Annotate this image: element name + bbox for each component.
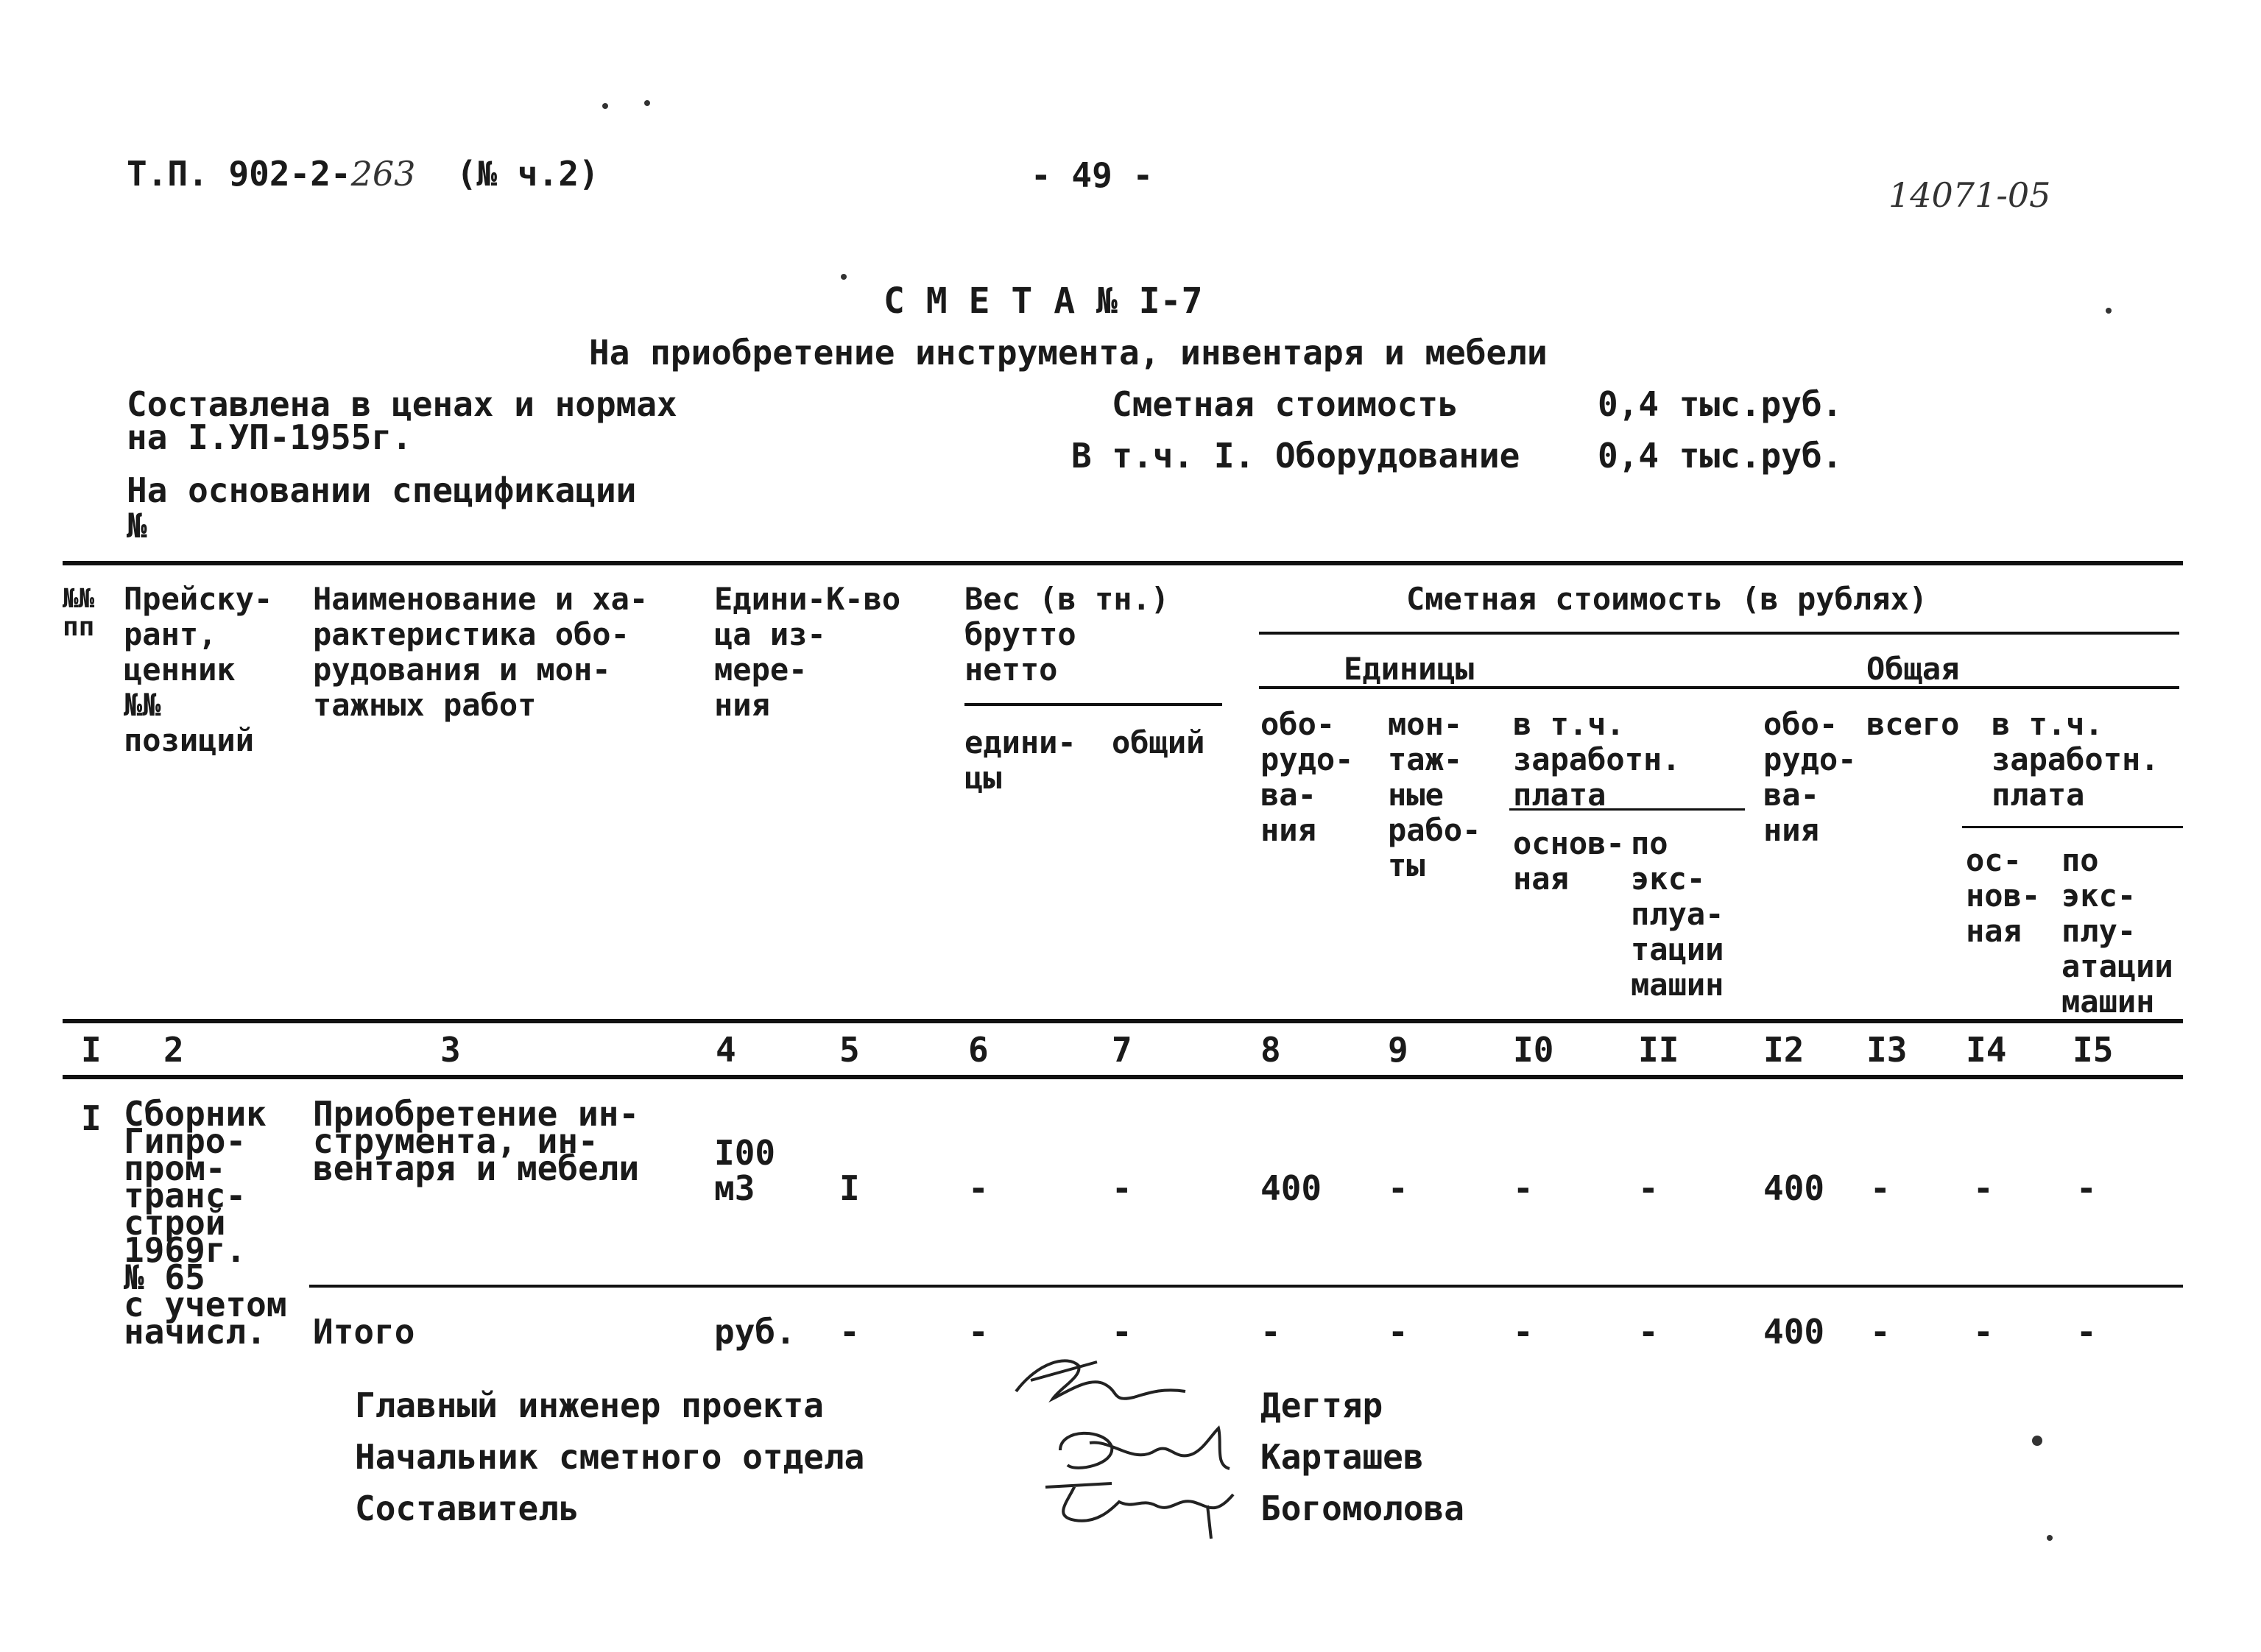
scan-speck: [644, 100, 650, 106]
column-number: I4: [1966, 1030, 2007, 1070]
scan-speck: [2032, 1436, 2042, 1446]
document-title: С М Е Т А № I-7: [883, 280, 1203, 322]
header-weight-total: общий: [1112, 724, 1205, 760]
equipment-label: В т.ч. I. Оборудование: [1071, 436, 1520, 476]
header-total-equipment: обо- рудо- ва- ния: [1763, 706, 1857, 848]
header-unit-group: Единицы: [1344, 651, 1475, 687]
archive-number: 14071-05: [1888, 175, 2051, 215]
signature-role: Составитель: [355, 1489, 579, 1528]
row-weight-unit: -: [968, 1168, 989, 1208]
doc-ref-number: 263: [350, 154, 416, 194]
total-total-wage-machines: -: [2076, 1312, 2097, 1352]
column-number: 9: [1388, 1030, 1408, 1070]
header-wage-basic: основ- ная: [1513, 825, 1625, 897]
prices-line-2: на I.УП-1955г.: [127, 417, 412, 457]
scan-speck: [841, 274, 847, 280]
doc-ref-prefix: Т.П. 902-2-: [127, 154, 351, 194]
header-total-all: всего: [1866, 706, 1960, 742]
header-wage-machines: по экс- плуа- тации машин: [1631, 825, 1724, 1003]
row-total-equipment: 400: [1763, 1168, 1825, 1208]
cost-label: Сметная стоимость: [1112, 384, 1458, 424]
page-number: - 49 -: [1031, 155, 1154, 195]
column-number: II: [1638, 1030, 1679, 1070]
column-numbers-rule: [63, 1075, 2183, 1079]
total-weight-total: -: [1112, 1312, 1132, 1352]
column-number: I3: [1866, 1030, 1908, 1070]
column-number: 6: [968, 1030, 989, 1070]
cost-value: 0,4 тыс.руб.: [1598, 384, 1843, 424]
column-number: 5: [839, 1030, 860, 1070]
table-top-rule: [63, 561, 2183, 565]
total-total-equipment: 400: [1763, 1312, 1825, 1352]
row-weight-total: -: [1112, 1168, 1132, 1208]
header-unit-installation: мон- таж- ные рабо- ты: [1388, 706, 1481, 883]
scan-speck: [602, 103, 608, 109]
total-total-wage-basic: -: [1973, 1312, 1994, 1352]
scan-speck: [2047, 1535, 2053, 1541]
row-total-wage-machines: -: [2076, 1168, 2097, 1208]
cost-group-rule: [1259, 632, 2179, 635]
header-unit-equipment: обо- рудо- ва- ния: [1260, 706, 1354, 848]
total-total-all: -: [1870, 1312, 1891, 1352]
row-total-wage-basic: -: [1973, 1168, 1994, 1208]
prices-line-1: Составлена в ценах и нормах: [127, 384, 677, 424]
equipment-value: 0,4 тыс.руб.: [1598, 436, 1843, 476]
row-quantity: I: [839, 1168, 860, 1208]
signature-role: Главный инженер проекта: [355, 1386, 824, 1425]
header-wage-group-2: в т.ч. заработн. плата: [1992, 706, 2159, 813]
row-unit: I00 м3: [714, 1133, 776, 1208]
row-source: Сборник Гипро- пром- транс- строй 1969г. № 65 с учетом начисл.: [124, 1094, 287, 1352]
row-number: I: [81, 1098, 102, 1138]
total-unit-installation: -: [1388, 1312, 1408, 1352]
header-row-number: №№ пп: [63, 584, 95, 642]
handwritten-signature: [1031, 1465, 1252, 1546]
header-weight-unit: едини- цы: [964, 724, 1076, 796]
header-price-list: Прейску- рант, ценник №№ позиций: [124, 581, 273, 758]
header-total-group: Общая: [1866, 651, 1960, 687]
header-unit: Едини- ца из- мере- ния: [714, 581, 826, 723]
handwritten-signature: [1009, 1347, 1215, 1421]
column-number: I5: [2073, 1030, 2114, 1070]
total-wage-machines: -: [1638, 1312, 1659, 1352]
wage-group2-rule: [1962, 826, 2183, 828]
signature-name: Богомолова: [1260, 1489, 1464, 1528]
column-number: 4: [716, 1030, 736, 1070]
header-bottom-rule: [63, 1019, 2183, 1023]
header-name: Наименование и ха- рактеристика обо- рудования и мон- тажных работ: [313, 581, 649, 723]
header-weight: Вес (в тн.) брутто нетто: [964, 581, 1170, 688]
total-wage-basic: -: [1513, 1312, 1534, 1352]
signature-role: Начальник сметного отдела: [355, 1437, 865, 1477]
column-number: 8: [1260, 1030, 1281, 1070]
row-unit-installation: -: [1388, 1168, 1408, 1208]
header-wage-group: в т.ч. заработн. плата: [1513, 706, 1681, 813]
total-weight-unit: -: [968, 1312, 989, 1352]
header-quantity: К-во: [826, 581, 901, 617]
total-rule: [309, 1285, 2183, 1288]
row-name: Приобретение ин- струмента, ин- вентаря и мебели: [313, 1094, 640, 1188]
total-quantity: -: [839, 1312, 860, 1352]
total-unit: руб.: [714, 1312, 796, 1352]
row-total-all: -: [1870, 1168, 1891, 1208]
scan-speck: [2106, 308, 2112, 314]
doc-reference: [127, 154, 599, 194]
header-cost-group: Сметная стоимость (в рублях): [1406, 581, 1928, 617]
document-subtitle: На приобретение инструмента, инвентаря и мебели: [589, 333, 1548, 373]
row-wage-basic: -: [1513, 1168, 1534, 1208]
basis-line-2: №: [127, 506, 147, 546]
signature-name: Дегтяр: [1260, 1386, 1383, 1425]
header-total-wage-machines: по экс- плу- атации машин: [2061, 842, 2173, 1020]
doc-ref-part: (№ ч.2): [456, 154, 599, 194]
total-unit-equipment: -: [1260, 1312, 1281, 1352]
column-number: I0: [1513, 1030, 1554, 1070]
column-number: I2: [1763, 1030, 1805, 1070]
row-wage-machines: -: [1638, 1168, 1659, 1208]
row-unit-equipment: 400: [1260, 1168, 1322, 1208]
column-number: I: [81, 1030, 102, 1070]
column-number: 3: [440, 1030, 461, 1070]
basis-line-1: На основании спецификации: [127, 470, 637, 510]
header-total-wage-basic: ос- нов- ная: [1966, 842, 2041, 949]
column-number: 2: [163, 1030, 184, 1070]
signature-name: Карташев: [1260, 1437, 1424, 1477]
total-label: Итого: [313, 1312, 415, 1352]
weight-subheader-rule: [964, 703, 1222, 706]
column-number: 7: [1112, 1030, 1132, 1070]
